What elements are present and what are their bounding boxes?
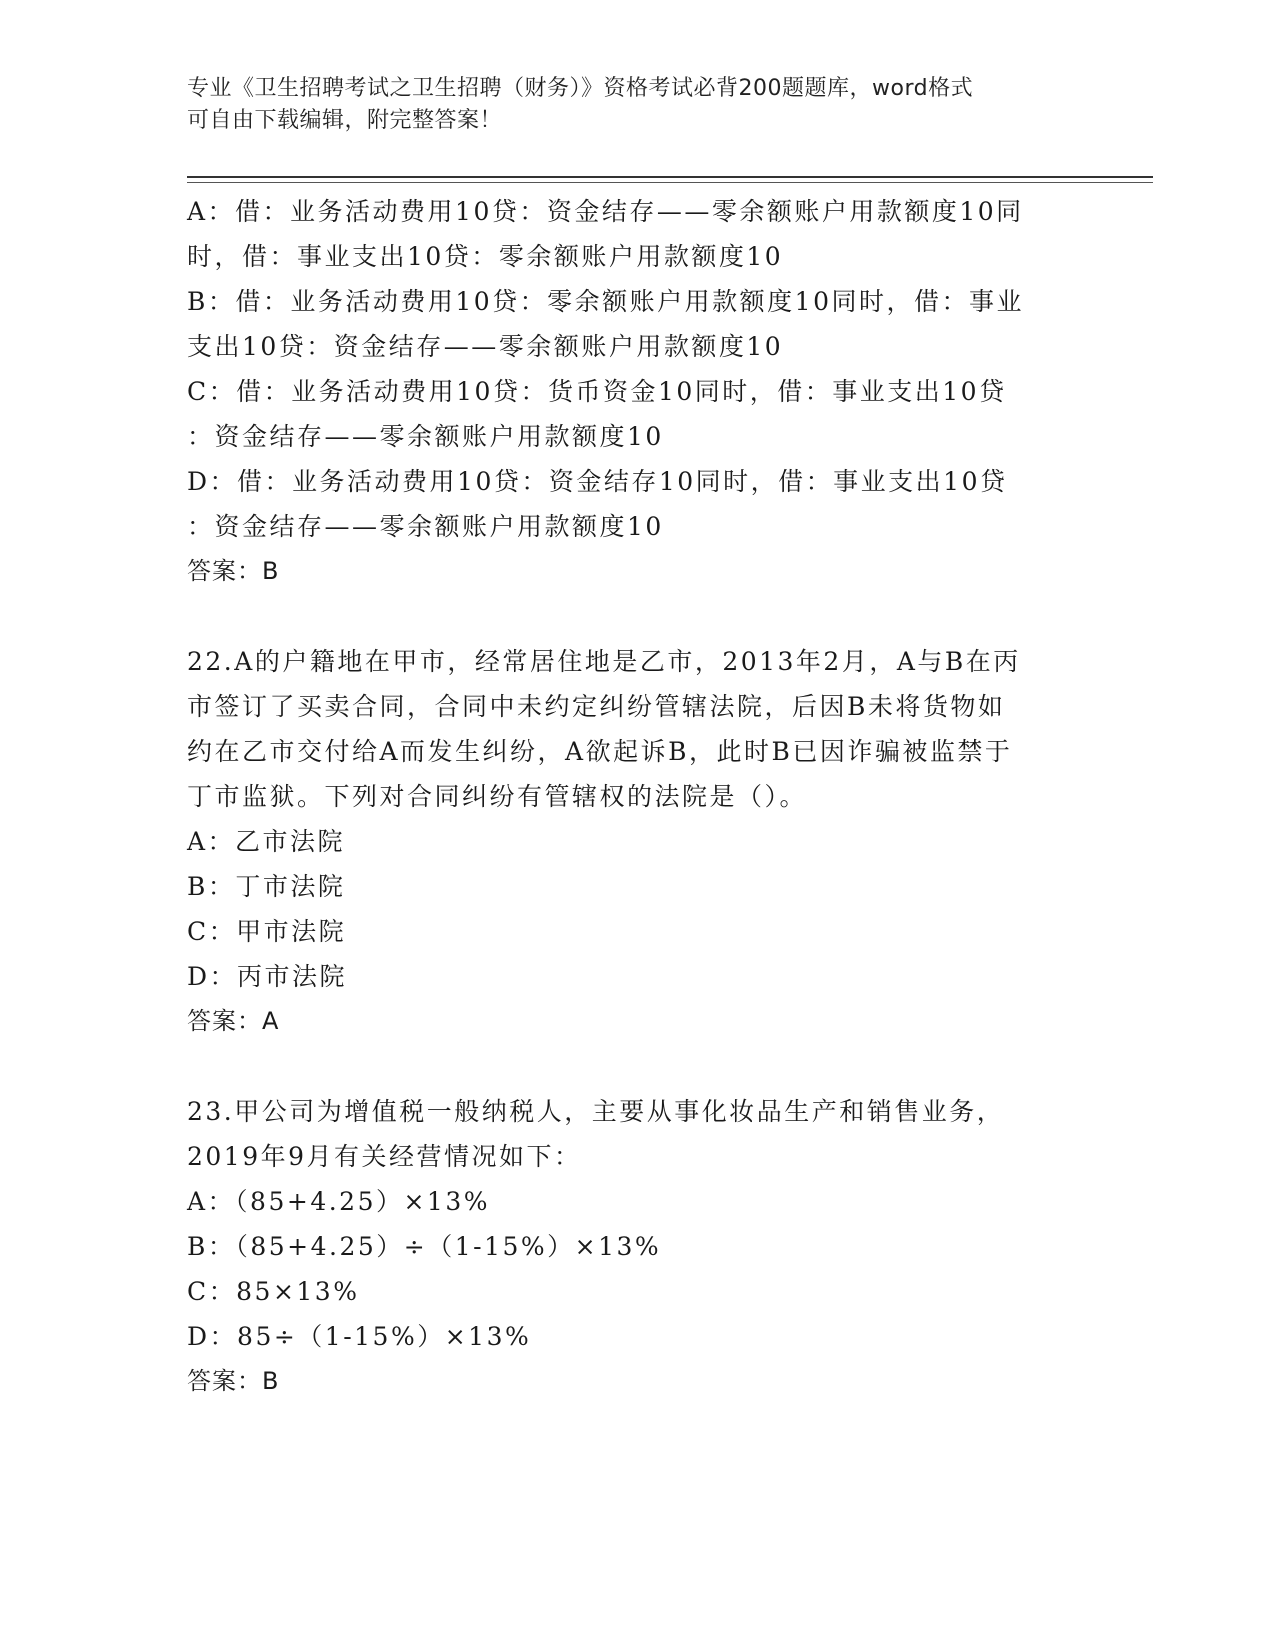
q23-option-b: B：（85+4.25）÷（1-15%）×13%: [187, 1232, 662, 1261]
q22-stem-line-3: 约在乙市交付给A而发生纠纷，A欲起诉B，此时B已因诈骗被监禁于: [187, 737, 1013, 766]
q23-answer: 答案：B: [187, 1367, 280, 1395]
q22-stem-line-4: 丁市监狱。下列对合同纠纷有管辖权的法院是（）。: [187, 782, 808, 811]
q22-option-c: C：甲市法院: [187, 917, 347, 946]
header-title-line-1: 专业《卫生招聘考试之卫生招聘（财务）》资格考试必背200题题库，word格式: [187, 76, 974, 101]
q21-option-a-line-1: A：借：业务活动费用10贷：资金结存——零余额账户用款额度10同: [187, 197, 1024, 226]
q21-option-a-line-2: 时，借：事业支出10贷：零余额账户用款额度10: [187, 242, 784, 271]
header-title-line-2: 可自由下载编辑，附完整答案！: [187, 108, 503, 133]
section-gap: [187, 1044, 1087, 1089]
q22-answer: 答案：A: [187, 1007, 280, 1035]
q22-option-d: D：丙市法院: [187, 962, 348, 991]
q22-option-b: B：丁市法院: [187, 872, 346, 901]
q23-stem-line-1: 23.甲公司为增值税一般纳税人，主要从事化妆品生产和销售业务，: [187, 1097, 1005, 1126]
header-divider-thick: [187, 176, 1153, 178]
question-21-options: [187, 189, 1087, 594]
q21-option-d-line-1: D：借：业务活动费用10贷：资金结存10同时，借：事业支出10贷: [187, 467, 1008, 496]
q21-option-b-line-1: B：借：业务活动费用10贷：零余额账户用款额度10同时，借：事业: [187, 287, 1024, 316]
q21-option-b-line-2: 支出10贷：资金结存——零余额账户用款额度10: [187, 332, 784, 361]
q21-answer: 答案：B: [187, 557, 280, 585]
q22-stem-line-2: 市签订了买卖合同，合同中未约定纠纷管辖法院，后因B未将货物如: [187, 692, 1006, 721]
q22-option-a: A：乙市法院: [187, 827, 346, 856]
q21-option-c-line-1: C：借：业务活动费用10贷：货币资金10同时，借：事业支出10贷: [187, 377, 1007, 406]
q23-stem-line-2: 2019年9月有关经营情况如下：: [187, 1142, 582, 1171]
section-gap: [187, 594, 1087, 639]
q21-option-c-line-2: ：资金结存——零余额账户用款额度10: [187, 422, 664, 451]
q22-stem-line-1: 22.A的户籍地在甲市，经常居住地是乙市，2013年2月，A与B在丙: [187, 647, 1021, 676]
q23-option-d: D：85÷（1-15%）×13%: [187, 1322, 532, 1351]
q23-option-a: A：（85+4.25）×13%: [187, 1187, 490, 1216]
q23-option-c: C：85×13%: [187, 1277, 360, 1306]
document-header: [187, 73, 1087, 137]
question-22: [187, 639, 1087, 1044]
question-23: [187, 1089, 1087, 1404]
question-content: [187, 189, 1087, 1404]
q21-option-d-line-2: ：资金结存——零余额账户用款额度10: [187, 512, 664, 541]
header-divider-thin: [187, 182, 1153, 183]
